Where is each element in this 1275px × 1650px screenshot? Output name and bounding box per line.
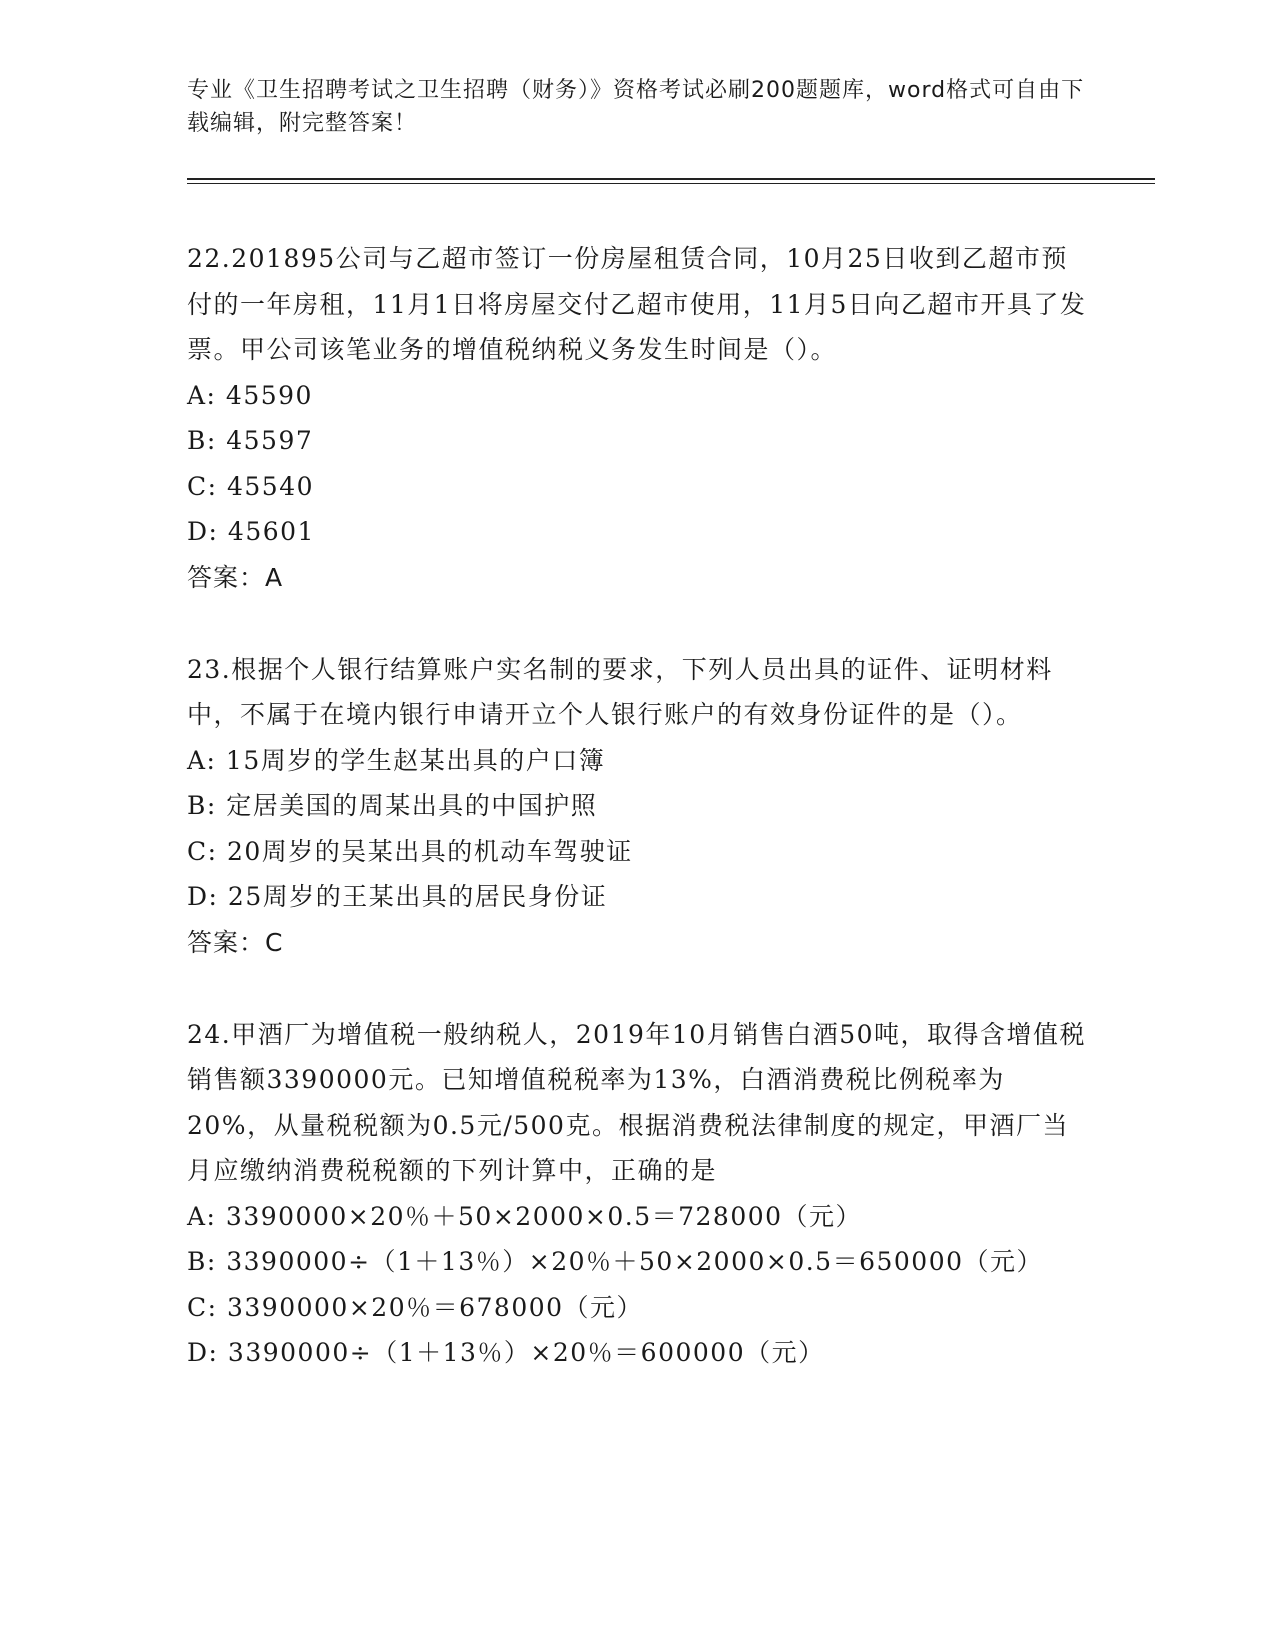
option-a: A: 15周岁的学生赵某出具的户口簿 <box>187 745 606 775</box>
option-b: B: 定居美国的周某出具的中国护照 <box>187 791 598 820</box>
question-23 <box>187 647 1087 966</box>
option-b: B: 45597 <box>187 426 314 455</box>
question-list <box>187 236 1087 1422</box>
answer-line: 答案：C <box>187 927 284 957</box>
option-c: C: 3390000×20％＝678000（元） <box>187 1292 644 1322</box>
option-d: D: 25周岁的王某出具的居民身份证 <box>187 882 608 911</box>
question-22 <box>187 236 1087 601</box>
header-divider <box>187 178 1155 180</box>
option-d: D: 45601 <box>187 517 315 546</box>
answer-line: 答案：A <box>187 562 284 592</box>
option-a: A: 45590 <box>187 380 313 410</box>
option-a: A: 3390000×20％＋50×2000×0.5＝728000（元） <box>187 1201 863 1231</box>
question-24 <box>187 1012 1087 1376</box>
option-d: D: 3390000÷（1＋13％）×20％＝600000（元） <box>187 1338 825 1367</box>
header-divider-thin <box>187 183 1155 184</box>
question-stem: 22.201895公司与乙超市签订一份房屋租赁合同，10月25日收到乙超市预付的一年房租，11月1日将房屋交付乙超市使用，11月5日向乙超市开具了发票。甲公司该笔业务的增值税纳税义务发生时间是（）。 <box>187 244 1087 364</box>
document-header: 专业《卫生招聘考试之卫生招聘（财务）》资格考试必刷200题题库，word格式可自由下载编辑，附完整答案！ <box>187 78 1085 136</box>
option-c: C: 45540 <box>187 471 315 501</box>
option-b: B: 3390000÷（1＋13％）×20％＋50×2000×0.5＝650000（元） <box>187 1247 1044 1276</box>
question-stem: 23.根据个人银行结算账户实名制的要求，下列人员出具的证件、证明材料中，不属于在境内银行申请开立个人银行账户的有效身份证件的是（）。 <box>187 654 1053 729</box>
option-c: C: 20周岁的吴某出具的机动车驾驶证 <box>187 836 633 866</box>
question-stem: 24.甲酒厂为增值税一般纳税人，2019年10月销售白酒50吨，取得含增值税销售额3390000元。已知增值税税率为13%，白酒消费税比例税率为20%，从量税税额为0.5元/500克。根据消费税法律制度的规定，甲酒厂当月应缴纳消费税税额的下列计算中，正确的是 <box>187 1019 1087 1185</box>
